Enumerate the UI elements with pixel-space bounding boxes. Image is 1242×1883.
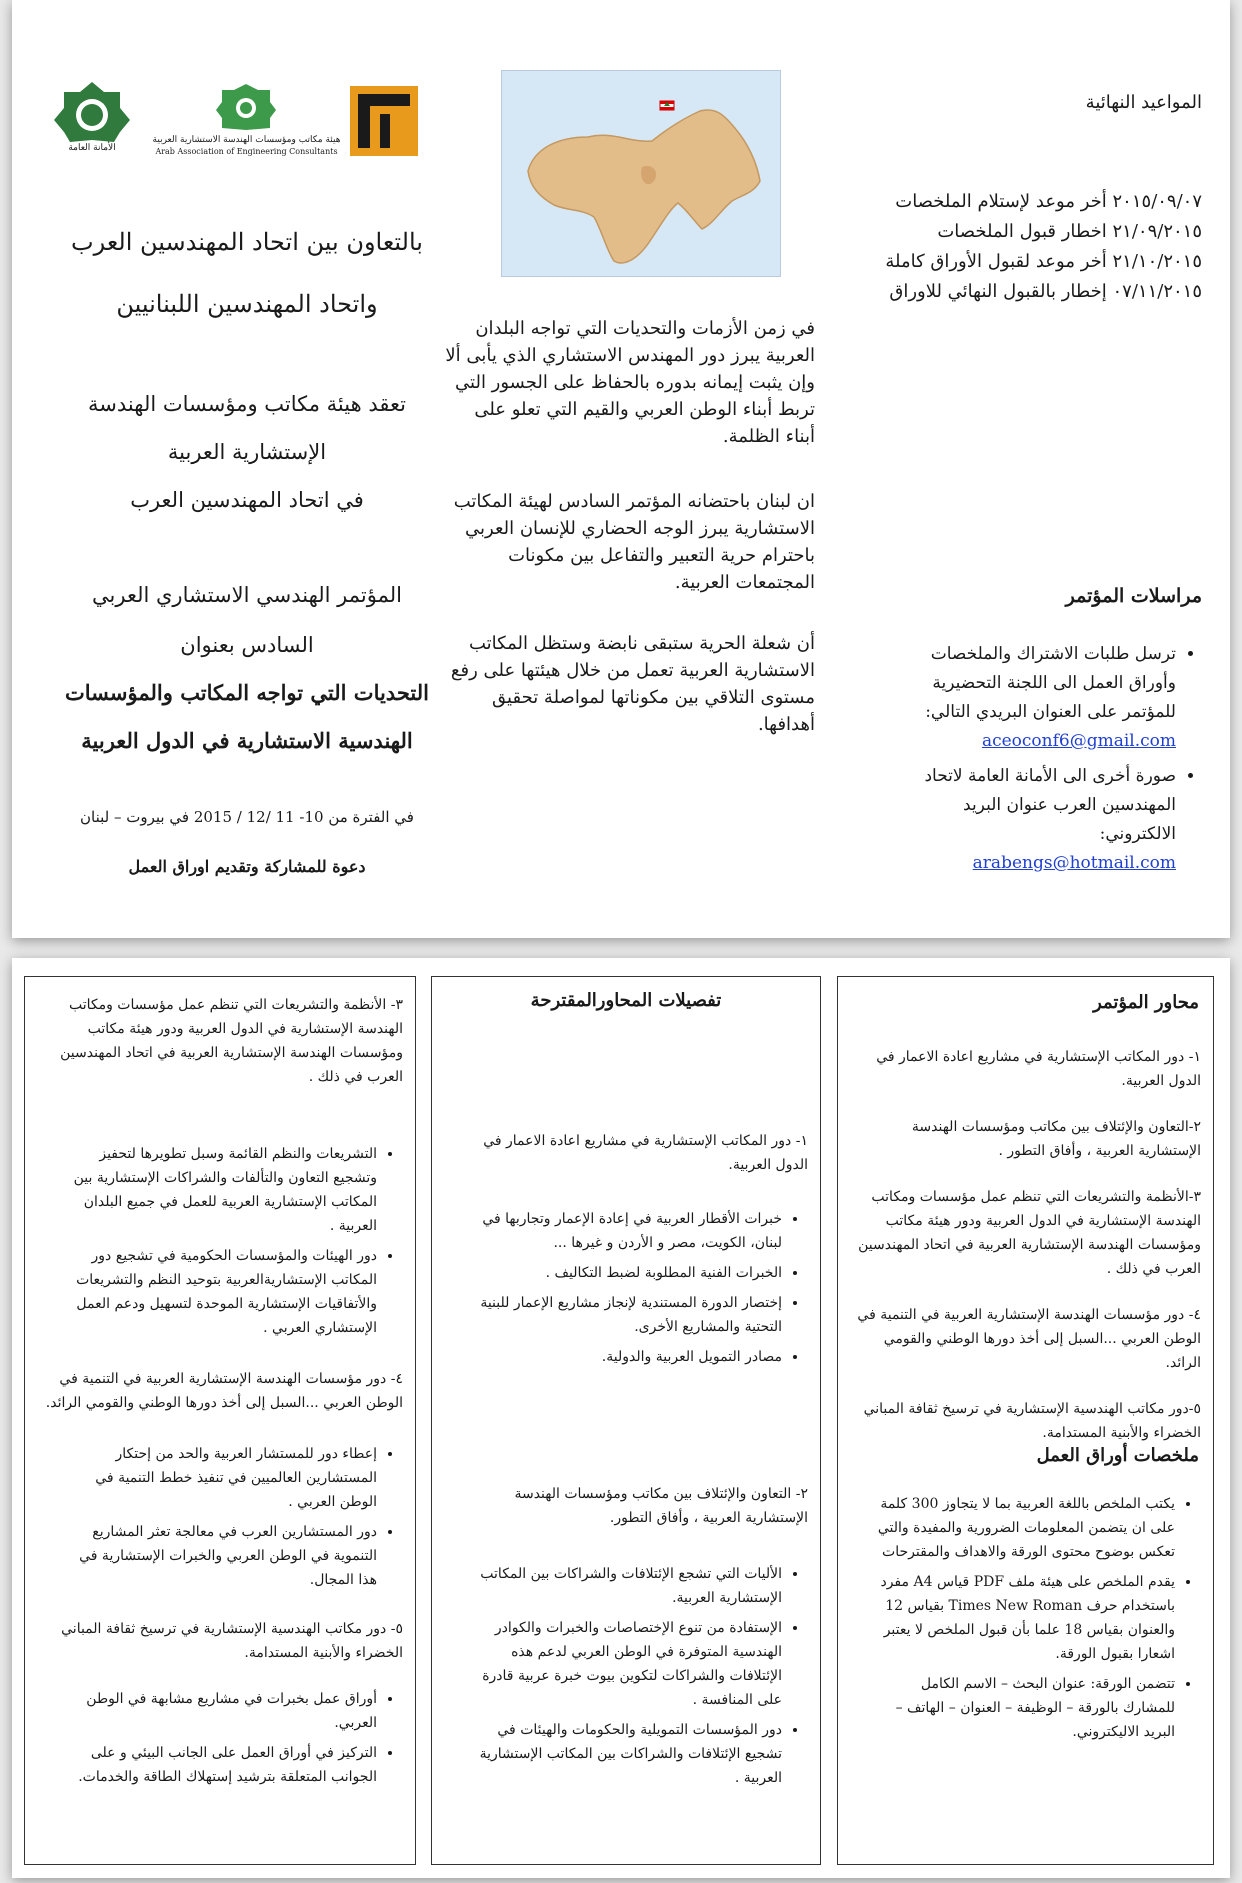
details-bullets-2 [463,1562,808,1796]
union-logo [52,80,132,155]
correspondence-list [882,640,1202,884]
list-item: • الأليات التي تشجع الإئتلافات والشراكات بين المكاتب الإستشارية العربية. [463,1562,782,1610]
list-item: ٤- دور مؤسسات الهندسة الإستشارية العربية في التنمية في الوطن العربي ...السبل إلى أخذ دورها الوطني والقومي الرائد. [857,1307,1201,1371]
details-section-3: ٣- الأنظمة والتشريعات التي تنظم عمل مؤسسات ومكاتب الهندسة الإستشارية في الدول العربية ودور هيئة مكاتب ومؤسسات الهندسة الإستشارية العربية في اتحاد المهندسين العرب في ذلك . [60,997,403,1085]
conference-line-1: المؤتمر الهندسي الاستشاري العربي [92,583,402,607]
deadline-row [782,187,1202,217]
details-box [431,976,821,1865]
list-item: ٢-التعاون والإئتلاف بين مكاتب ومؤسسات الهندسة الإستشارية العربية ، وأفاق التطور . [911,1119,1201,1159]
intro-paragraph-3: أن شعلة الحرية ستبقى نابضة وستظل المكاتب الاستشارية العربية تعمل من خلال هيئتها على رفع مستوى التلاقي بين مكوناتها لمواصلة تحقيق أهدافها. [450,633,815,735]
cooperation-line-1: بالتعاون بين اتحاد المهندسين العرب [71,228,423,256]
details-section-2: ٢- التعاون والإئتلاف بين مكاتب ومؤسسات الهندسة الإستشارية العربية ، وأفاق التطور. [514,1486,808,1526]
association-emblem-icon [144,82,349,130]
deadline-label: أخر موعد لإستلام الملخصات [895,191,1107,212]
list-item: • التركيز في أوراق العمل على الجانب البيئي و على الجوانب المتعلقة بترشيد إستهلاك الطاقة والخدمات. [58,1741,377,1789]
deadline-date: ٠٧/١١/٢٠١٥ [1112,281,1202,302]
details-section-4: ٤- دور مؤسسات الهندسة الإستشارية العربية في التنمية في الوطن العربي ...السبل إلى أخذ دورها الوطني والقومي الرائد. [45,1371,403,1411]
details-title: تفصيلات المحاورالمقترحة [530,990,722,1011]
deadline-row [782,247,1202,277]
email-link-union[interactable]: arabengs@hotmail.com [972,853,1176,873]
conference-line-2: السادس بعنوان [180,633,314,657]
axes-title: محاور المؤتمر [1093,992,1199,1013]
deadlines-list [782,187,1202,307]
list-item: • صورة أخرى الى الأمانة العامة لاتحاد المهندسين العرب عنوان البريد الالكتروني: arabengs@hotmail.com [882,762,1176,878]
details-bullets-4 [58,1442,403,1598]
map-icon [502,71,780,276]
cooperation-line-2: واتحاد المهندسين اللبنانيين [116,290,378,318]
list-item: • يكتب الملخص باللغة العربية بما لا يتجاوز 300 كلمة على ان يتضمن المعلومات الضرورية والمفيدة والتي تعكس بوضوح محتوى الورقة والاهداف والمقترحات [866,1492,1175,1564]
axes-list [851,1045,1201,1445]
deadline-date: ٢١/٠٩/٢٠١٥ [1112,221,1202,242]
association-name-en: Arab Association of Engineering Consultants [155,147,338,156]
deadline-row [782,217,1202,247]
deadlines-title: المواعيد النهائية [1085,92,1202,113]
list-item: • خبرات الأقطار العربية في إعادة الإعمار وتجاربها في لبنان، الكويت، مصر و الأردن و غيرها ... [463,1207,782,1255]
list-item: • أوراق عمل بخبرات في مشاريع مشابهة في الوطن العربي. [58,1687,377,1735]
deadline-label: أخر موعد لقبول الأوراق كاملة [885,251,1107,272]
association-logo [144,82,349,162]
list-item: • إختصار الدورة المستندية لإنجاز مشاريع الإعمار للبنية التحتية والمشاريع الأخرى. [463,1291,782,1339]
conference-dates: في الفترة من 10- 11 /12 / 2015 في بيروت – لبنان [80,808,414,826]
details-section-5: ٥- دور مكاتب الهندسية الإستشارية في ترسيخ ثقافة المباني الخضراء والأبنية المستدامة. [61,1621,403,1661]
syndicate-emblem-icon [350,86,418,156]
list-item: ١- دور المكاتب الإستشارية في مشاريع اعادة الاعمار في الدول العربية. [876,1049,1201,1089]
list-item: • الخبرات الفنية المطلوبة لضبط التكاليف . [463,1261,782,1285]
details-bullets-1 [463,1207,808,1375]
details-bullets-5 [58,1687,403,1795]
list-item: • مصادر التمويل العربية والدولية. [463,1345,782,1369]
organizer-line-3: في اتحاد المهندسين العرب [130,488,364,512]
deadline-label: اخطار قبول الملخصات [937,221,1107,242]
details-section-1: ١- دور المكاتب الإستشارية في مشاريع اعادة الاعمار في الدول العربية. [483,1133,808,1173]
list-item: • الإستفادة من تنوع الإختصاصات والخبرات والكوادر الهندسية المتوفرة في الوطن العربي لدعم هذه الإئتلافات والشراكات لتكوين بيوت خبرة عربية قادرة على المنافسة . [463,1616,782,1712]
intro-paragraph-1: في زمن الأزمات والتحديات التي تواجه البلدان العربية يبرز دور المهندس الاستشاري الذي يأبى ألا وإن يثبت إيمانه بدوره بالحفاظ على الجسور التي تربط أبناء الوطن العربي والقيم التي تعلو على أبناء الظلمة. [445,318,815,447]
list-item: • إعطاء دور للمستشار العربية والحد من إحتكار المستشارين العالميين في تنفيذ خطط التنمية في الوطن العربي . [58,1442,377,1514]
list-item: • التشريعات والنظم القائمة وسبل تطويرها لتحفيز وتشجيع التعاون والتألفات والشراكات الإستشارية بين المكاتب الإستشارية العربية للعمل في جميع البلدان العربية . [58,1142,377,1238]
details-bullets-3 [58,1142,403,1346]
list-item: ٣-الأنظمة والتشريعات التي تنظم عمل مؤسسات ومكاتب الهندسة الإستشارية في الدول العربية ودور هيئة مكاتب ومؤسسات الهندسة الإستشارية العربية في اتحاد المهندسين العرب في ذلك . [858,1189,1201,1277]
abstracts-title: ملخصات أوراق العمل [1036,1445,1199,1466]
association-name-ar: هيئة مكاتب ومؤسسات الهندسة الاستشارية العربية [152,135,341,145]
list-item: • دور المستشارين العرب في معالجة تعثر المشاريع التنموية في الوطن العربي والخبرات الإستشارية في هذا المجال. [58,1520,377,1592]
list-item: • دور الهيئات والمؤسسات الحكومية في تشجيع دور المكاتب الإستشاريةالعربية بتوحيد النظم والتشريعات والأتفاقيات الإستشارية الموحدة لتسهيل ودعم العمل الإستشاري العربي . [58,1244,377,1340]
continued-box [24,976,416,1865]
union-logo-caption: الأمانة العامة [68,143,116,153]
deadline-label: إخطار بالقبول النهائي للاوراق [889,281,1107,302]
list-item: • يقدم الملخص على هيئة ملف PDF قياس A4 مفرد باستخدام حرف Times New Roman بقياس 12 والعنوان بقياس 18 علما بأن قبول الملخص لا يعتبر اشعارا بقبول الورقة. [866,1570,1175,1666]
list-item: • ترسل طلبات الاشتراك والملخصات وأوراق العمل الى اللجنة التحضيرية للمؤتمر على العنوان البريدي التالي: aceoconf6@gmail.com [882,640,1176,756]
organizer-line-1: تعقد هيئة مكاتب ومؤسسات الهندسة [88,392,406,416]
conference-topic-line-1: التحديات التي تواجه المكاتب والمؤسسات [65,680,429,705]
call-for-papers: دعوة للمشاركة وتقديم اوراق العمل [128,857,366,876]
email-link-conference[interactable]: aceoconf6@gmail.com [981,731,1176,751]
abstracts-list [866,1492,1201,1750]
correspondence-title: مراسلات المؤتمر [1065,585,1202,607]
deadline-date: ٢٠١٥/٠٩/٠٧ [1112,191,1202,212]
page-one [12,0,1230,938]
conference-topic-line-2: الهندسية الاستشارية في الدول العربية [81,728,413,753]
list-item: • تتضمن الورقة: عنوان البحث – الاسم الكامل للمشارك بالورقة – الوظيفة – العنوان – الهاتف – البريد الاليكتروني. [866,1672,1175,1744]
axes-box [837,976,1214,1865]
organizer-line-2: الإستشارية العربية [167,440,327,464]
deadline-row [782,277,1202,307]
arab-world-map [501,70,781,277]
list-item: • دور المؤسسات التمويلية والحكومات والهيئات في تشجيع الإئتلافات والشراكات بين المكاتب الإستشارية العربية . [463,1718,782,1790]
deadline-date: ٢١/١٠/٢٠١٥ [1112,251,1202,272]
intro-paragraph-2: ان لبنان باحتضانه المؤتمر السادس لهيئة المكاتب الاستشارية يبرز الوجه الحضاري للإنسان العربي باحترام حرية التعبير والتفاعل بين مكونات المجتمعات العربية. [453,491,815,593]
syndicate-logo [350,86,418,156]
list-item: ٥-دور مكاتب الهندسية الإستشارية في ترسيخ ثقافة المباني الخضراء والأبنية المستدامة. [863,1401,1201,1441]
page-two [12,958,1230,1878]
